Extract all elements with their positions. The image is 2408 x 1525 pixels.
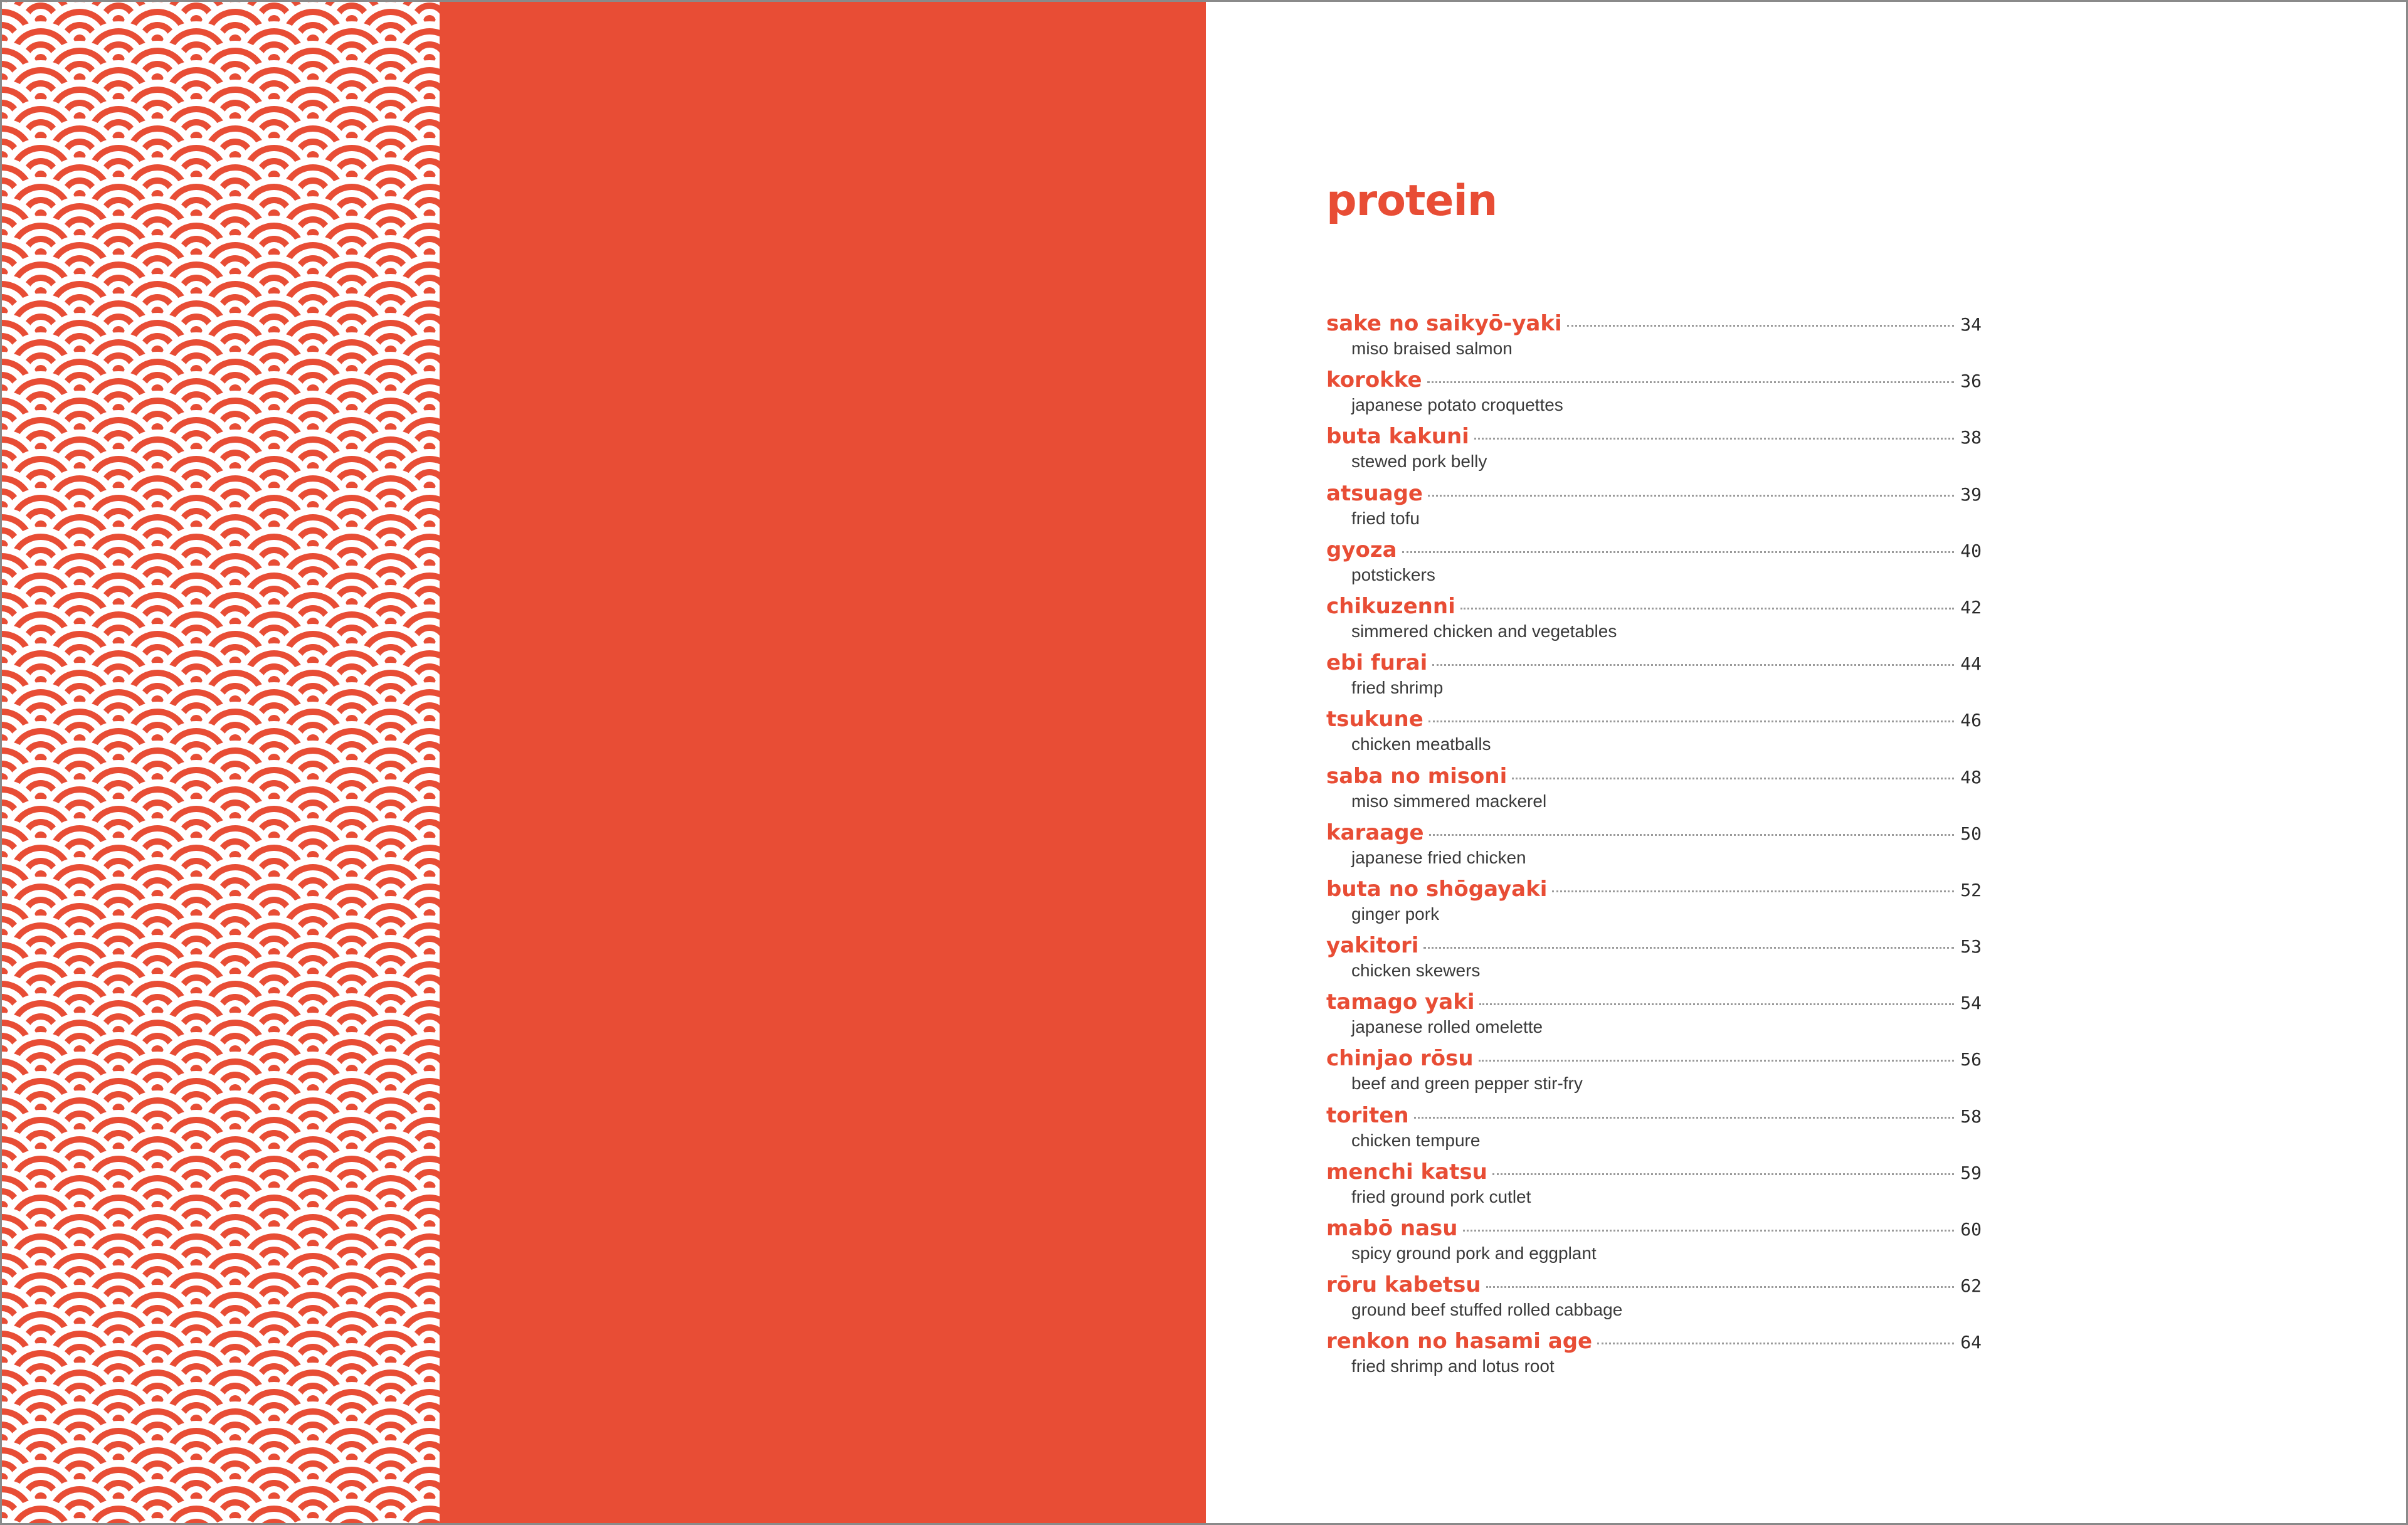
toc-entry-line — [1326, 705, 1982, 734]
page-number: 54 — [1960, 993, 1982, 1014]
toc-entry-line — [1326, 536, 1982, 564]
recipe-description: stewed pork belly — [1351, 451, 1487, 472]
toc-entry-line — [1326, 762, 1982, 791]
dot-leader — [1486, 1286, 1955, 1288]
toc-entry — [1326, 818, 1982, 875]
toc-entry-line — [1326, 988, 1982, 1016]
recipe-description: spicy ground pork and eggplant — [1351, 1243, 1597, 1263]
recipe-name: chikuzenni — [1326, 593, 1455, 619]
recipe-description: chicken skewers — [1351, 961, 1481, 981]
toc-entry — [1326, 1327, 1982, 1383]
toc-entry — [1326, 1214, 1982, 1270]
toc-entry — [1326, 762, 1982, 818]
recipe-name: rōru kabetsu — [1326, 1272, 1481, 1298]
dot-leader — [1479, 1060, 1955, 1062]
toc-entry-line — [1326, 648, 1982, 677]
dot-leader — [1552, 890, 1954, 892]
page-number: 64 — [1960, 1332, 1982, 1353]
recipe-name: renkon no hasami age — [1326, 1329, 1593, 1354]
recipe-description: potstickers — [1351, 564, 1435, 584]
toc-entry-line — [1326, 1327, 1982, 1356]
right-page — [1206, 2, 2408, 1525]
recipe-name: korokke — [1326, 367, 1422, 393]
dot-leader — [1512, 778, 1954, 779]
page-number: 53 — [1960, 936, 1982, 958]
recipe-description: fried shrimp and lotus root — [1351, 1356, 1555, 1376]
recipe-description: beef and green pepper stir-fry — [1351, 1074, 1583, 1094]
dot-leader — [1427, 381, 1955, 383]
recipe-description: simmered chicken and vegetables — [1351, 621, 1617, 641]
toc-entry — [1326, 988, 1982, 1044]
toc-entry — [1326, 1158, 1982, 1214]
section-title: protein — [1326, 176, 1497, 226]
recipe-description: japanese potato croquettes — [1351, 395, 1563, 415]
page-number: 60 — [1960, 1219, 1982, 1240]
toc-entry-line — [1326, 931, 1982, 960]
recipe-name: saba no misoni — [1326, 763, 1508, 789]
recipe-name: buta no shōgayaki — [1326, 876, 1548, 902]
toc-entry-line — [1326, 1214, 1982, 1243]
toc-entry — [1326, 705, 1982, 761]
recipe-description: miso braised salmon — [1351, 339, 1513, 358]
recipe-name: atsuage — [1326, 480, 1423, 506]
table-of-contents — [1326, 309, 1982, 1384]
recipe-description: fried ground pork cutlet — [1351, 1186, 1531, 1206]
page-number: 62 — [1960, 1275, 1982, 1297]
toc-entry — [1326, 592, 1982, 648]
recipe-name: tamago yaki — [1326, 989, 1475, 1015]
dot-leader — [1432, 664, 1954, 666]
recipe-name: ebi furai — [1326, 650, 1428, 676]
toc-entry — [1326, 1044, 1982, 1100]
recipe-description: japanese fried chicken — [1351, 847, 1526, 867]
recipe-description: miso simmered mackerel — [1351, 791, 1547, 811]
toc-entry — [1326, 1101, 1982, 1158]
recipe-name: gyoza — [1326, 537, 1397, 562]
dot-leader — [1463, 1230, 1955, 1232]
wave-pattern-graphic — [2, 2, 440, 1525]
toc-entry-line — [1326, 1158, 1982, 1186]
recipe-name: sake no saikyō-yaki — [1326, 311, 1562, 336]
toc-entry — [1326, 875, 1982, 931]
toc-entry-line — [1326, 592, 1982, 621]
recipe-description: chicken meatballs — [1351, 734, 1491, 754]
recipe-description: japanese rolled omelette — [1351, 1017, 1543, 1037]
page-number: 38 — [1960, 427, 1982, 448]
page-number: 36 — [1960, 371, 1982, 392]
seigaiha-wave-pattern — [2, 2, 440, 1525]
toc-entry — [1326, 1270, 1982, 1327]
toc-entry-line — [1326, 309, 1982, 338]
toc-entry — [1326, 536, 1982, 592]
toc-entry-line — [1326, 366, 1982, 394]
recipe-name: buta kakuni — [1326, 424, 1469, 450]
dot-leader — [1492, 1173, 1954, 1175]
page-number: 58 — [1960, 1105, 1982, 1127]
page-number: 46 — [1960, 710, 1982, 731]
page-number: 59 — [1960, 1162, 1982, 1183]
page-number: 50 — [1960, 823, 1982, 844]
dot-leader — [1479, 1003, 1954, 1005]
toc-entry — [1326, 479, 1982, 536]
toc-entry — [1326, 309, 1982, 366]
toc-entry-line — [1326, 422, 1982, 451]
page-number: 56 — [1960, 1049, 1982, 1070]
dot-leader — [1474, 438, 1954, 440]
recipe-name: menchi katsu — [1326, 1159, 1487, 1185]
recipe-name: yakitori — [1326, 933, 1419, 959]
page-number: 39 — [1960, 483, 1982, 505]
toc-entry-line — [1326, 1270, 1982, 1299]
toc-entry-line — [1326, 818, 1982, 847]
toc-entry-line — [1326, 1044, 1982, 1073]
toc-entry — [1326, 366, 1982, 422]
toc-entry — [1326, 422, 1982, 478]
dot-leader — [1429, 834, 1955, 836]
toc-entry-line — [1326, 875, 1982, 904]
left-page — [2, 2, 1206, 1525]
toc-entry — [1326, 931, 1982, 988]
toc-entry-line — [1326, 479, 1982, 508]
dot-leader — [1402, 551, 1955, 553]
page-number: 42 — [1960, 596, 1982, 618]
recipe-name: karaage — [1326, 820, 1424, 845]
dot-leader — [1423, 947, 1954, 949]
dot-leader — [1567, 325, 1955, 327]
dot-leader — [1428, 720, 1955, 722]
recipe-description: ground beef stuffed rolled cabbage — [1351, 1300, 1623, 1320]
recipe-name: chinjao rōsu — [1326, 1046, 1474, 1072]
recipe-description: ginger pork — [1351, 904, 1440, 924]
recipe-description: chicken tempure — [1351, 1130, 1481, 1150]
page-number: 40 — [1960, 540, 1982, 561]
toc-entry-line — [1326, 1101, 1982, 1130]
recipe-name: tsukune — [1326, 707, 1423, 732]
page-number: 52 — [1960, 879, 1982, 900]
recipe-name: mabō nasu — [1326, 1216, 1458, 1241]
recipe-description: fried shrimp — [1351, 678, 1444, 698]
page-number: 34 — [1960, 314, 1982, 335]
dot-leader — [1460, 608, 1955, 609]
dot-leader — [1597, 1343, 1954, 1344]
page-number: 48 — [1960, 766, 1982, 788]
toc-entry — [1326, 648, 1982, 705]
recipe-name: toriten — [1326, 1102, 1409, 1128]
recipe-description: fried tofu — [1351, 508, 1420, 528]
page-number: 44 — [1960, 653, 1982, 675]
dot-leader — [1428, 495, 1954, 497]
dot-leader — [1414, 1117, 1955, 1119]
